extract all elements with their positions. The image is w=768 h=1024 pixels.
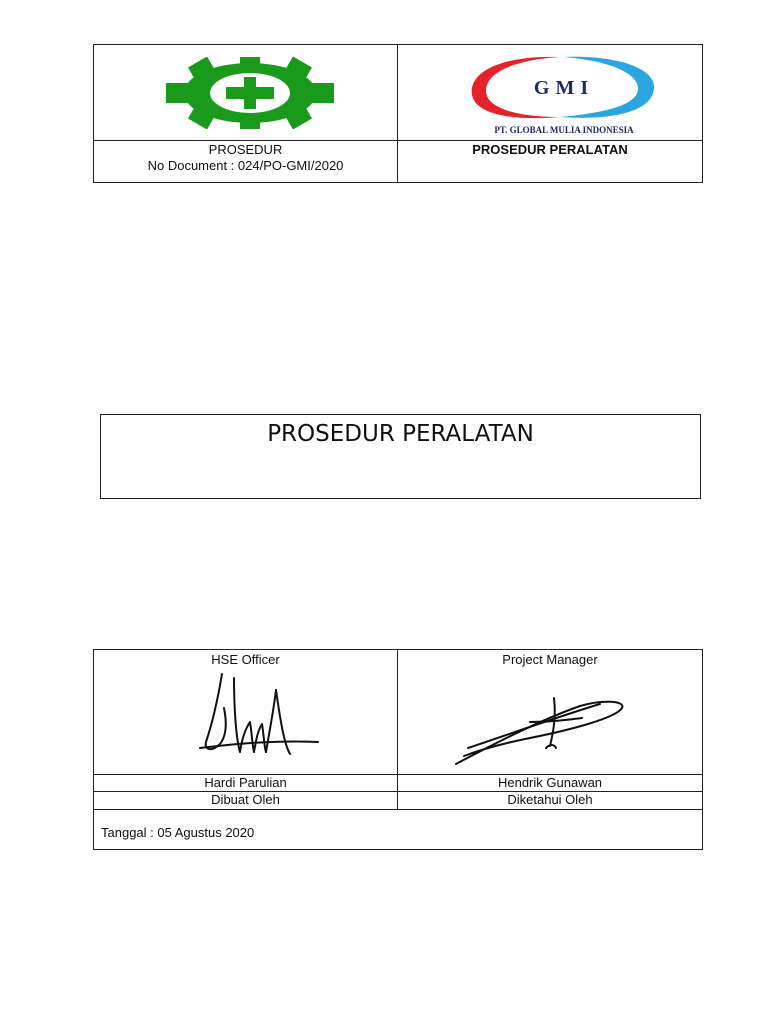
header-divider-vertical [397,45,398,182]
approval-divider-3 [94,809,702,810]
title-box [100,414,701,499]
doc-title-header: PROSEDUR PERALATAN [472,142,628,157]
page-title: PROSEDUR PERALATAN [267,421,534,447]
doc-type-label: PROSEDUR [208,142,283,157]
k3-gear-cross-icon [164,57,336,129]
gmi-logo-text: GMI [533,77,595,99]
k3-safety-logo [164,57,336,129]
right-signature [450,686,630,770]
right-signer-name: Hendrik Gunawan [497,775,603,790]
signature-hardi [194,668,324,772]
right-role-label: Project Manager [502,652,598,667]
gmi-company-name: PT. GLOBAL MULIA INDONESIA [494,125,634,135]
approval-date: Tanggal : 05 Agustus 2020 [101,825,255,840]
left-role-label: HSE Officer [211,652,280,667]
gmi-company-logo [464,51,664,137]
left-signer-action: Dibuat Oleh [211,792,280,807]
doc-number-label: No Document : 024/PO-GMI/2020 [147,158,344,173]
right-signer-action: Diketahui Oleh [507,792,593,807]
header-table [93,44,703,183]
signature-hendrik [450,686,630,770]
approval-table [93,649,703,850]
left-signer-name: Hardi Parulian [204,775,287,790]
left-signature [194,668,324,772]
